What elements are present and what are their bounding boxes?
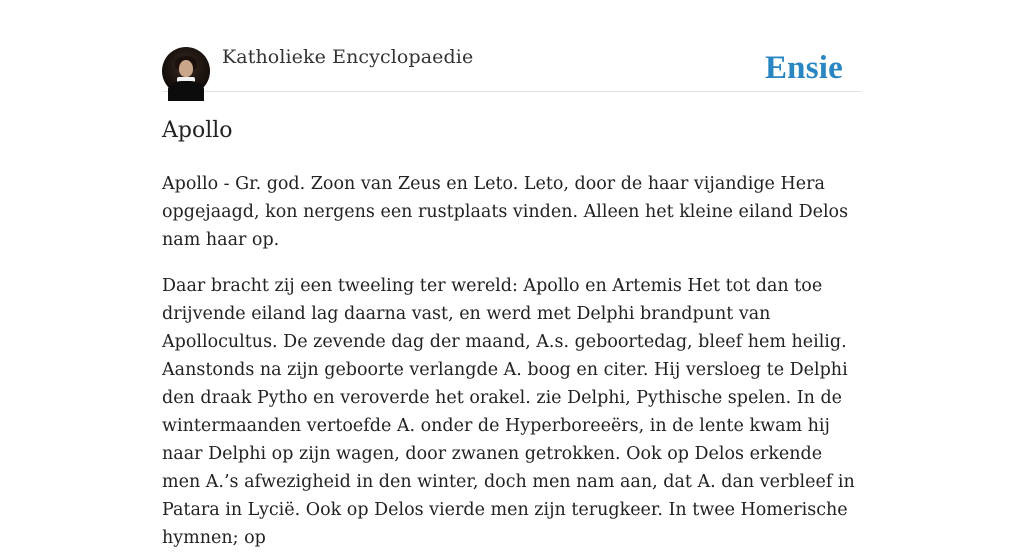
avatar-coat	[168, 81, 204, 101]
ensie-logo-link[interactable]: Ensie	[764, 50, 843, 86]
site-header	[162, 0, 862, 92]
article-paragraph-2: Daar bracht zij een tweeling ter wereld: Apollo en Artemis Het tot dan toe drijvende eiland lag daarna vast, en werd met Delphi brandpunt van Apollocultus. De zevende dag der maand, A.s. geboortedag, bleef hem heilig. Aanstonds na zijn geboorte verlangde A. boog en citer. Hij versloeg te Delphi den draak Pytho en veroverde het orakel. zie Delphi, Pythische spelen. In de wintermaanden vertoefde A. onder de Hyperboreeërs, in de lente kwam hij naar Delphi op zijn wagen, door zwanen getrokken. Ook op Delos erkende men A.’s afwezigheid in den winter, doch men nam aan, dat A. dan verbleef in Patara in Lycië. Ook op Delos vierde men zijn terugkeer. In twee Homerische hymnen; op	[162, 276, 855, 548]
article-title: Apollo	[162, 118, 233, 143]
portrait-avatar-icon[interactable]	[162, 47, 210, 95]
page-container	[162, 0, 862, 552]
avatar-face	[179, 60, 193, 77]
article-paragraph-1: Apollo - Gr. god. Zoon van Zeus en Leto. Leto, door de haar vijandige Hera opgejaagd, kon nergens een rustplaats vinden. Alleen het kleine eiland Delos nam haar op.	[162, 174, 849, 250]
site-title-link[interactable]: Katholieke Encyclopaedie	[222, 46, 474, 68]
article-body	[162, 170, 862, 552]
